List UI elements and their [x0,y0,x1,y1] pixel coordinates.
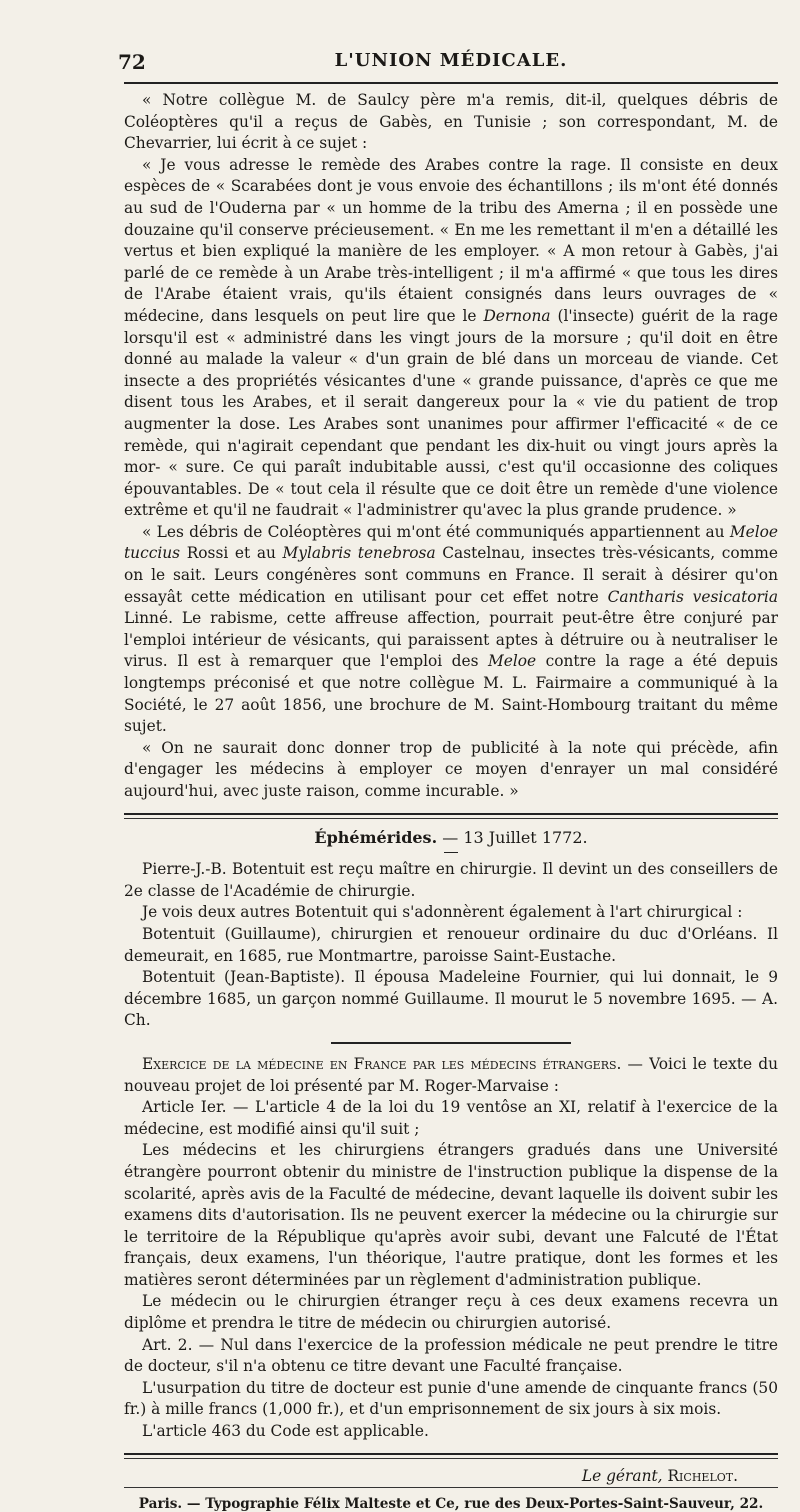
footer-divider [124,1453,778,1459]
law-paragraph: L'usurpation du titre de docteur est punie d'une amende de cinquante francs (50 fr.) à mille francs (1,000 fr.), et d'un emprisonnement de six jours à six mois. [124,1378,778,1419]
article-body [124,90,778,803]
printer-imprint: Paris. — Typographie Félix Malteste et Ce, rue des Deux-Portes-Saint-Sauveur, 22. [138,1495,764,1512]
cantharis-term: Cantharis vesicatoria [607,587,778,606]
meloe-term-2: Meloe [487,652,537,671]
meloe-term: Meloe tuccius [124,522,778,563]
ephemerides-heading: Éphémérides. — 13 Juillet 1772. [314,827,588,847]
ephemerides-paragraph: Botentuit (Jean-Baptiste). Il épousa Madeleine Fournier, qui lui donnait, le 9 décembre 1685, un garçon nommé Guillaume. Il mourut le 5 novembre 1695. — A. Ch. [124,968,778,1030]
quote-intro: « Notre collègue M. de Saulcy père m'a remis, dit-il, quelques débris de Coléoptères qu'il a reçus de Gabès, en Tunisie ; son correspondant, M. de Chevarrier, lui écrit à ce sujet : [124,91,778,153]
mylabris-term: Mylabris tenebrosa [282,544,436,563]
law-paragraph: Les médecins et les chirurgiens étrangers gradués dans une Université étrangère pourront obtenir du ministre de l'instruction publique la dispense de la scolarité, après avis de la Faculté de médecine, devant laquelle ils doivent subir les examens dits d'autorisation. Ils ne peuvent exercer la médecine ou la chirurgie sur le territoire de la République qu'après avoir subi, devant une Falcuté de l'État français, deux examens, l'un théorique, l'autre pratique, dont les formes et les matières seront déterminées par un règlement d'administration publique. [124,1141,778,1289]
ephemerides-paragraph: Pierre-J.-B. Botentuit est reçu maître en chirurgie. Il devint un des conseillers de 2e classe de l'Académie de chirurgie. [124,860,778,900]
exercice-title: Exercice de la médecine en France par les médecins étrangers. [142,1054,622,1073]
page-header [118,44,778,78]
exercice-section [124,1054,778,1443]
quote-body: « Je vous adresse le remède des Arabes contre la rage. Il consiste en deux espèces de « Scarabées dont je vous envoie des échantillons ; ils m'ont été donnés au sud de l'Ouderna par « un homme de la tribu des Amerna ; il en possède une douzaine qu'il conserve précieusement. « En me les remettant il m'en a détaillé les vertus et bien expliqué la manière de les employer. « A mon retour à Gabès, j'ai parlé de ce remède à un Arabe très-intelligent ; il m'a affirmé « que tous les dires de l'Arabe étaient vrais, qu'ils étaient consignés dans leurs ouvrages de « médecine, dans lesquels on peut lire que le Dernona (l'insecte) guérit de la rage lorsqu'il est « administré dans les vingt jours de la morsure ; qu'il doit en être donné au malade la valeur « d'un grain de blé dans un morceau de viande. Cet insecte a des propriétés vésicantes d'une « grande puissance, d'après ce que me disent tous les Arabes, et il serait dangereux pour la « vie du patient de trop augmenter la dose. Les Arabes sont unanimes pour affirmer l'efficacité « de ce remède, qui n'agirait cependant que pendant les dix-huit ou vingt jours après la mor- « sure. Ce qui paraît indubitable aussi, c'est qu'il occasionne des coliques épouvantables. De « tout cela il résulte que ce doit être un remède d'une violence extrême et qu'il ne faudrait « l'administrer qu'avec la plus grande prudence. » [124,155,778,520]
ephemerides-section [124,827,778,1032]
quoted-letter [124,90,778,522]
law-paragraph: Le médecin ou le chirurgien étranger reçu à ces deux examens recevra un diplôme et prendra le titre de médecin ou chirurgien autorisé. [124,1292,778,1333]
article-paragraph-3: « On ne saurait donc donner trop de publicité à la note qui précède, afin d'engager les médecins à employer ce moyen d'enrayer un mal considéré aujourd'hui, avec juste raison, comme incurable. » [124,738,778,800]
running-title: L'UNION MÉDICALE. [334,50,568,71]
header-rule [124,82,778,84]
ephemerides-paragraph: Botentuit (Guillaume), chirurgien et renoueur ordinaire du duc d'Orléans. Il demeurait, en 1685, rue Montmartre, paroisse Saint-Eustache. [124,924,778,965]
article-paragraph-2: « Les débris de Coléoptères qui m'ont été communiqués appartiennent au Meloe tuccius Rossi et au Mylabris tenebrosa Castelnau, insectes très-vésicants, comme on le sait. Leurs congénères sont communs en France. Il serait à désirer qu'on essayât cette médication en utilisant pour cet effet notre Cantharis vesicatoria Linné. Le rabisme, cette affreuse affection, pourrait peut-être être conjuré par l'emploi intérieur de vésicants, qui paraissent aptes à détruire ou à neutraliser le virus. Il est à remarquer que l'emploi des Meloe contre la rage a été depuis longtemps préconisé et que notre collègue M. L. Fairmaire a communiqué à la Société, le 27 août 1856, une brochure de M. Saint-Hombourg traitant du même sujet. [124,522,778,736]
exercice-intro: Exercice de la médecine en France par les médecins étrangers. — Voici le texte du nouveau projet de loi présenté par M. Roger-Marvaise : [124,1054,778,1095]
signature: Le gérant, Richelot. [581,1466,738,1485]
law-paragraph: Art. 2. — Nul dans l'exercice de la profession médicale ne peut prendre le titre de docteur, s'il n'a obtenu ce titre devant une Faculté française. [124,1335,778,1376]
law-paragraph: L'article 463 du Code est applicable. [142,1422,429,1441]
imprint-rule [124,1487,778,1488]
section-divider [124,813,778,819]
heading-dash [444,852,458,853]
law-paragraph: Article Ier. — L'article 4 de la loi du 19 ventôse an XI, relatif à l'exercice de la médecine, est modifié ainsi qu'il suit ; [124,1098,778,1138]
ephemerides-paragraph: Je vois deux autres Botentuit qui s'adonnèrent également à l'art chirurgical : [142,903,743,922]
page-number: 72 [118,50,146,74]
dernona-term: Dernona [483,306,551,325]
short-divider [331,1042,571,1044]
